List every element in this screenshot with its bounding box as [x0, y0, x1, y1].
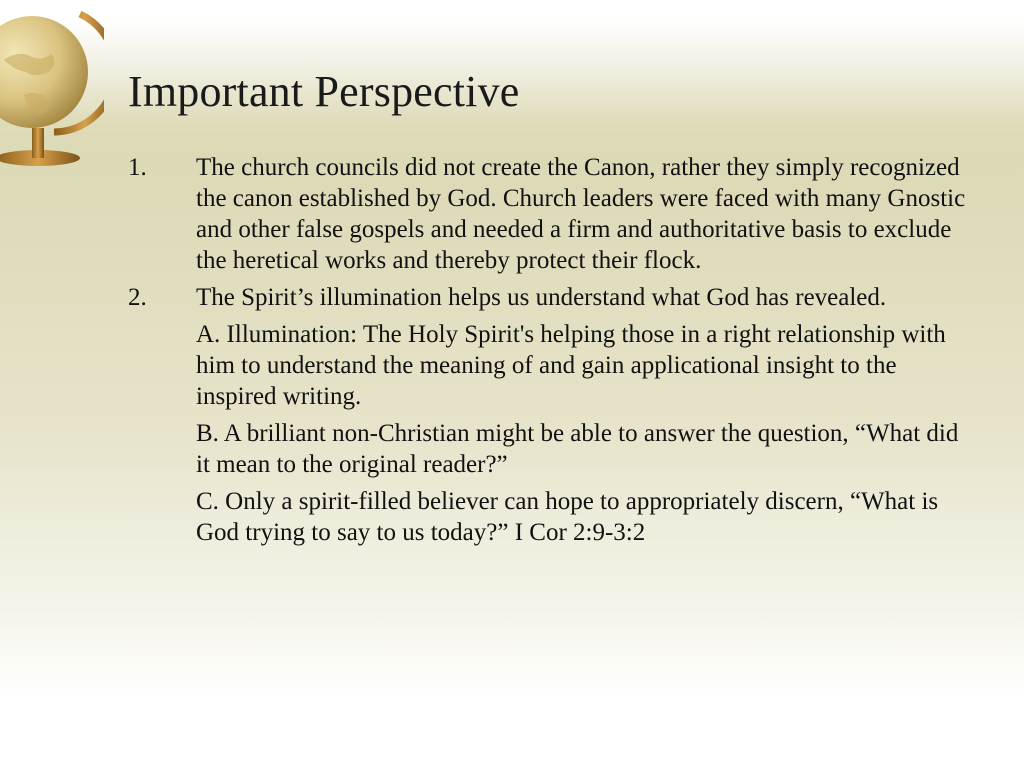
globe-icon: [0, 0, 104, 170]
sub-item: B. A brilliant non-Christian might be able to answer the question, “What did it mean to the original reader?”: [196, 420, 959, 478]
sub-item: C. Only a spirit-filled believer can hope to appropriately discern, “What is God trying to say to us today?” I Cor 2:9-3:2: [196, 488, 939, 546]
list-item: [128, 282, 978, 313]
list-item-text: The Spirit’s illumination helps us understand what God has revealed.: [196, 284, 887, 311]
sub-item: A. Illumination: The Holy Spirit's helping those in a right relationship with him to understand the meaning of and gain applicational insight to the inspired writing.: [196, 321, 946, 410]
list-item-number: 1.: [128, 154, 147, 181]
slide-body: [128, 152, 978, 554]
slide-title: Important Perspective: [128, 67, 520, 116]
list-item-text: The church councils did not create the Canon, rather they simply recognized the canon established by God. Church leaders were faced with many Gnostic and other false gospels and needed a firm and authoritative basis to exclude the heretical works and thereby protect their flock.: [196, 154, 966, 274]
list-item: [128, 152, 978, 276]
list-item-number: 2.: [128, 284, 147, 311]
